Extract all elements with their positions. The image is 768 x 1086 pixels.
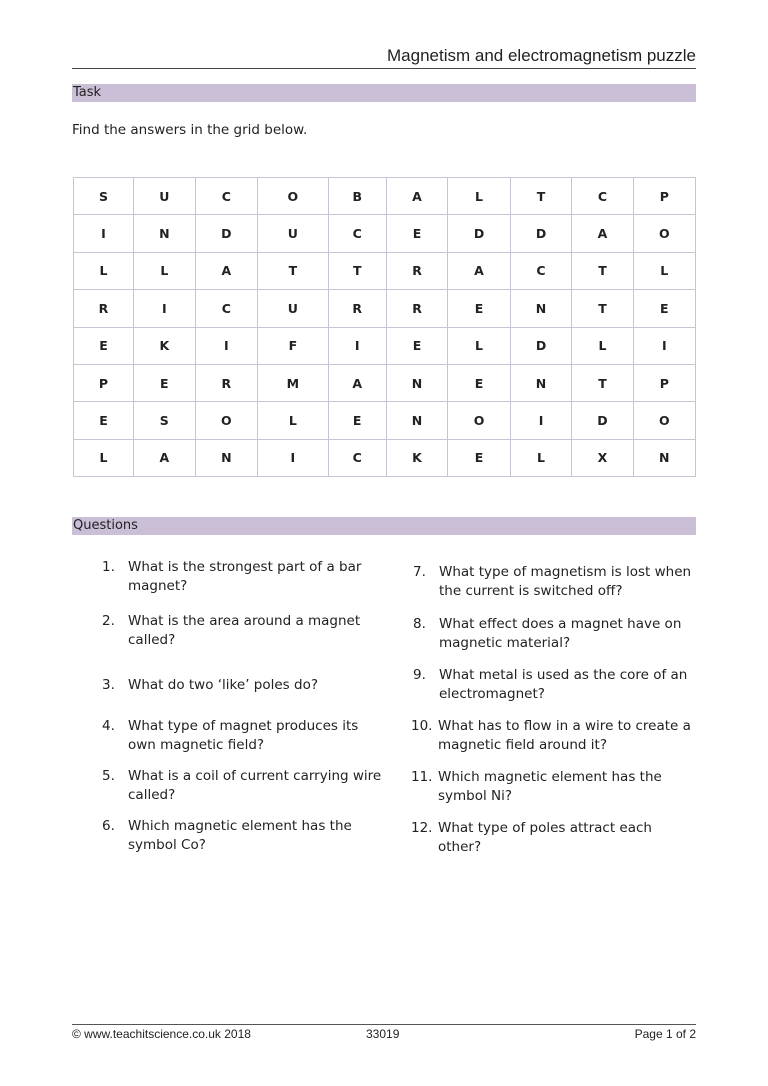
grid-cell: A: [448, 252, 510, 289]
grid-cell: M: [258, 364, 329, 401]
grid-cell: L: [74, 252, 134, 289]
question-text: Which magnetic element has the symbol Ni?: [438, 769, 662, 804]
question-text: What type of magnetism is lost when the current is switched off?: [439, 564, 692, 599]
grid-row: [74, 252, 696, 289]
grid-cell: D: [572, 402, 633, 439]
grid-cell: R: [74, 290, 134, 327]
grid-cell: I: [258, 439, 329, 476]
grid-cell: I: [510, 402, 572, 439]
grid-cell: R: [195, 364, 257, 401]
grid-cell: S: [74, 178, 134, 215]
grid-cell: P: [633, 364, 695, 401]
grid-cell: T: [572, 290, 633, 327]
grid-cell: R: [328, 290, 386, 327]
grid-cell: L: [258, 402, 329, 439]
grid-cell: C: [195, 178, 257, 215]
question-number: 5.: [102, 768, 115, 784]
grid-cell: A: [386, 178, 448, 215]
grid-cell: C: [328, 215, 386, 252]
footer-divider: [72, 1024, 696, 1025]
grid-cell: N: [386, 364, 448, 401]
grid-cell: N: [510, 364, 572, 401]
footer-copyright: © www.teachitscience.co.uk 2018: [72, 1027, 251, 1041]
grid-cell: E: [328, 402, 386, 439]
header-divider: [72, 68, 696, 69]
grid-cell: T: [510, 178, 572, 215]
question-number: 2.: [102, 613, 115, 629]
grid-cell: U: [258, 290, 329, 327]
grid-row: [74, 327, 696, 364]
grid-row: [74, 402, 696, 439]
question-number: 7.: [413, 564, 426, 580]
grid-cell: K: [386, 439, 448, 476]
grid-row: [74, 215, 696, 252]
grid-cell: L: [448, 178, 510, 215]
footer-page-number: Page 1 of 2: [634, 1027, 696, 1041]
grid-cell: N: [633, 439, 695, 476]
grid-cell: I: [633, 327, 695, 364]
grid-cell: I: [74, 215, 134, 252]
grid-cell: K: [134, 327, 196, 364]
grid-cell: N: [134, 215, 196, 252]
grid-row: [74, 364, 696, 401]
task-heading: Task: [72, 84, 696, 102]
question-text: What is a coil of current carrying wire called?: [128, 768, 382, 803]
grid-cell: A: [328, 364, 386, 401]
grid-cell: X: [572, 439, 633, 476]
grid-cell: L: [510, 439, 572, 476]
question-number: 12.: [411, 820, 433, 836]
question-number: 8.: [413, 616, 426, 632]
grid-cell: E: [386, 327, 448, 364]
grid-cell: N: [510, 290, 572, 327]
grid-cell: O: [195, 402, 257, 439]
task-instruction: Find the answers in the grid below.: [72, 122, 308, 138]
grid-cell: I: [134, 290, 196, 327]
grid-cell: C: [195, 290, 257, 327]
grid-cell: D: [448, 215, 510, 252]
grid-cell: C: [510, 252, 572, 289]
grid-cell: T: [572, 364, 633, 401]
grid-cell: C: [328, 439, 386, 476]
grid-cell: E: [448, 439, 510, 476]
grid-cell: D: [510, 327, 572, 364]
question-number: 9.: [413, 667, 426, 683]
question-number: 1.: [102, 559, 115, 575]
grid-cell: A: [572, 215, 633, 252]
grid-cell: I: [328, 327, 386, 364]
grid-row: [74, 290, 696, 327]
grid-cell: N: [195, 439, 257, 476]
word-search-grid: [73, 177, 696, 477]
question-text: What is the area around a magnet called?: [128, 613, 361, 648]
grid-cell: O: [633, 402, 695, 439]
question-text: What type of magnet produces its own magnetic field?: [128, 718, 359, 753]
question-number: 4.: [102, 718, 115, 734]
grid-cell: I: [195, 327, 257, 364]
grid-cell: O: [633, 215, 695, 252]
grid-cell: B: [328, 178, 386, 215]
grid-cell: L: [448, 327, 510, 364]
grid-cell: P: [74, 364, 134, 401]
grid-cell: C: [572, 178, 633, 215]
question-text: What is the strongest part of a bar magnet?: [128, 559, 362, 594]
grid-cell: E: [134, 364, 196, 401]
grid-cell: D: [195, 215, 257, 252]
grid-cell: U: [258, 215, 329, 252]
grid-cell: R: [386, 290, 448, 327]
grid-cell: D: [510, 215, 572, 252]
grid-cell: L: [74, 439, 134, 476]
grid-cell: F: [258, 327, 329, 364]
grid-row: [74, 178, 696, 215]
grid-cell: E: [74, 327, 134, 364]
grid-cell: E: [448, 364, 510, 401]
question-text: What has to flow in a wire to create a magnetic field around it?: [438, 718, 691, 753]
question-text: What type of poles attract each other?: [438, 820, 652, 855]
grid-cell: L: [633, 252, 695, 289]
question-text: What effect does a magnet have on magnetic material?: [439, 616, 682, 651]
grid-cell: L: [134, 252, 196, 289]
question-number: 6.: [102, 818, 115, 834]
question-text: What metal is used as the core of an electromagnet?: [439, 667, 688, 702]
grid-cell: E: [633, 290, 695, 327]
footer-code: 33019: [366, 1027, 400, 1041]
grid-cell: S: [134, 402, 196, 439]
grid-cell: O: [448, 402, 510, 439]
grid-cell: U: [134, 178, 196, 215]
grid-cell: E: [74, 402, 134, 439]
grid-row: [74, 439, 696, 476]
question-text: Which magnetic element has the symbol Co?: [128, 818, 352, 853]
grid-cell: O: [258, 178, 329, 215]
grid-cell: A: [134, 439, 196, 476]
question-number: 10.: [411, 718, 433, 734]
grid-cell: E: [448, 290, 510, 327]
grid-cell: T: [328, 252, 386, 289]
question-number: 3.: [102, 677, 115, 693]
grid-cell: E: [386, 215, 448, 252]
grid-cell: T: [572, 252, 633, 289]
document-title: Magnetism and electromagnetism puzzle: [387, 46, 696, 65]
question-text: What do two ‘like’ poles do?: [128, 677, 318, 693]
grid-cell: R: [386, 252, 448, 289]
grid-cell: L: [572, 327, 633, 364]
grid-cell: P: [633, 178, 695, 215]
grid-cell: N: [386, 402, 448, 439]
question-number: 11.: [411, 769, 433, 785]
grid-cell: T: [258, 252, 329, 289]
questions-heading: Questions: [72, 517, 696, 535]
grid-cell: A: [195, 252, 257, 289]
